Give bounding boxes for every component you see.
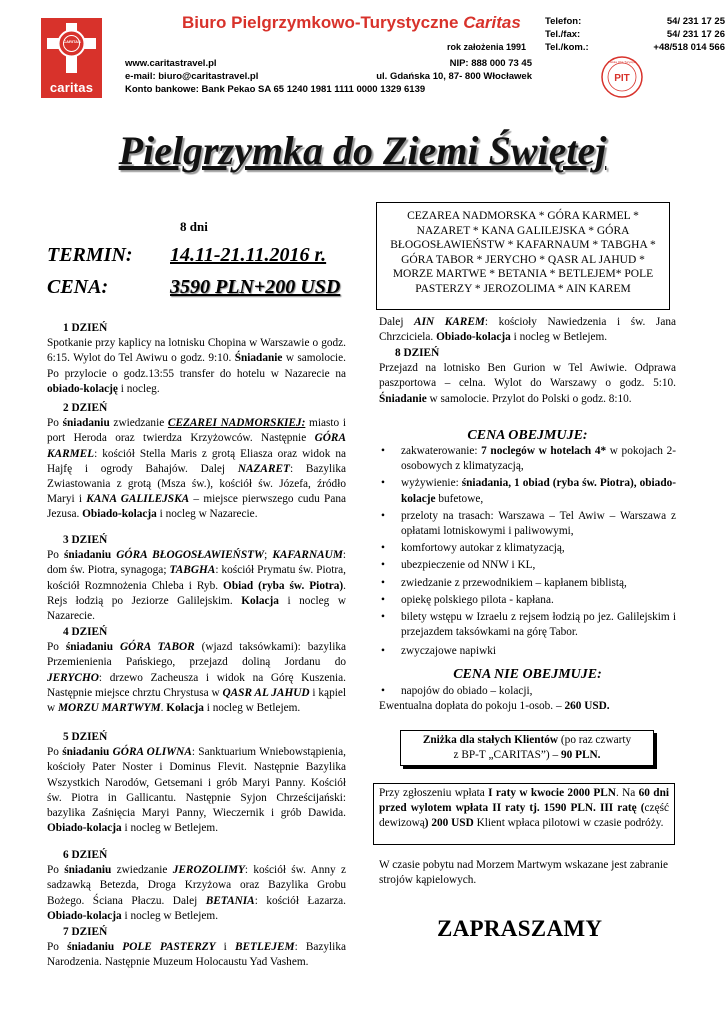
contact-value: 54/ 231 17 25 <box>666 16 725 27</box>
text: TABGHA <box>169 564 216 577</box>
text: zwiedzanie <box>109 417 168 430</box>
text: . Rejs łodzią po Jeziorze Galilejskim. <box>47 579 346 607</box>
list-item: • opiekę polskiego pilota - kapłana. <box>379 593 676 608</box>
text: i nocleg w Nazarecie. <box>47 594 346 623</box>
excludes-title: CENA NIE OBEJMUJE: <box>453 667 602 682</box>
text: Kolacja <box>166 702 204 715</box>
text: Przejazd na lotnisko Ben Gurion w Tel Awiwie. Odprawa paszportowa – celna. Wylot do Warszawy o godz. 5:10. <box>379 362 676 390</box>
caritas-cross-icon <box>41 18 102 80</box>
day-4 <box>47 625 346 716</box>
day-heading: 6 DZIEŃ <box>63 849 108 861</box>
text: : kościół Łazarza. <box>254 894 346 907</box>
list-item: • zwiedzanie z przewodnikiem – kapłanem biblistą, <box>379 576 676 591</box>
agency-title <box>182 13 521 33</box>
day-text <box>47 336 346 397</box>
email-link[interactable]: e-mail: biuro@caritastravel.pl <box>125 71 259 82</box>
text: KANA GALILEJSKA <box>86 493 190 506</box>
text: : kościół św. Anny z sadzawką Betezda, Droga Krzyżowa oraz Bazylika Grobu Bożego. Ściana Płaczu. Dalej <box>47 864 346 907</box>
text: AIN KAREM <box>414 316 485 328</box>
text: Obiado-kolacja <box>82 508 157 521</box>
text: Po <box>47 746 63 759</box>
text: Ewentualna dopłata do pokoju 1-osob. – <box>379 700 565 712</box>
text: śniadaniu <box>64 864 112 877</box>
day-7-continued <box>379 315 676 345</box>
text: i <box>215 941 235 954</box>
text: śniadaniu <box>62 417 110 430</box>
list-item: • komfortowy autokar z klimatyzacją, <box>379 541 676 556</box>
day-heading: 8 DZIEŃ <box>395 347 440 359</box>
text: Obiado-kolacja <box>47 909 122 922</box>
excludes-list <box>379 684 676 699</box>
day-text <box>47 940 346 970</box>
list-item: • napojów do obiado – kolacji, <box>379 684 676 699</box>
text: NAZARET <box>237 462 290 475</box>
text: Dalej <box>379 316 415 328</box>
day-2 <box>47 401 346 523</box>
text: : kościół Prymatu św. Piotra, kościół Rozmnożenia Chleba i Ryb. <box>47 564 346 592</box>
day-text <box>379 315 676 345</box>
text: JEROZOLIMY <box>172 864 245 877</box>
discount-box <box>400 730 654 766</box>
text: wyżywienie: <box>401 477 462 490</box>
text: ) 200 USD <box>424 817 474 829</box>
website-link[interactable]: www.caritastravel.pl <box>125 58 217 69</box>
text: GÓRA TABOR <box>119 641 195 654</box>
day-text <box>47 548 346 624</box>
text: śniadaniu <box>64 549 112 562</box>
includes-list <box>379 444 676 660</box>
header-right-info <box>376 57 532 83</box>
text: zwiedzanie <box>111 864 173 877</box>
text: BETLEJEM <box>234 941 295 954</box>
day-heading: 5 DZIEŃ <box>63 731 108 743</box>
founded-year: rok założenia 1991 <box>447 42 527 52</box>
pit-ring-text: Polska Izba Turystyki <box>607 60 637 64</box>
discount-line-2 <box>401 748 653 763</box>
list-item <box>379 444 676 474</box>
term-label: TERMIN: <box>47 244 133 266</box>
contact-row <box>545 15 725 28</box>
text: JERYCHO <box>47 671 99 684</box>
text: I raty w kwocie 2000 PLN <box>488 787 616 799</box>
text: zakwaterowanie: <box>401 445 482 457</box>
pit-logo-text: PIT <box>614 73 630 84</box>
list-item <box>379 476 676 506</box>
text: BETANIA <box>205 894 255 907</box>
day-heading: 1 DZIEŃ <box>63 322 108 334</box>
day-text <box>47 416 346 522</box>
agency-title-prefix: Biuro Pielgrzymkowo-Turystyczne <box>182 13 464 32</box>
text: śniadaniu <box>67 941 115 954</box>
text: GÓRA OLIWNA <box>112 746 192 759</box>
text: Obiado-kolacja <box>47 822 122 835</box>
text: Po <box>47 641 66 654</box>
text: w samolocie. Przylot do Polski o godz. 8:10. <box>426 392 632 405</box>
text: : kościoły Nawiedzenia i św. Jana Chrzciciela. <box>379 316 677 344</box>
pit-logo <box>600 55 644 99</box>
day-text <box>379 361 676 407</box>
text: 90 PLN. <box>560 749 601 761</box>
day-1 <box>47 321 346 397</box>
text: Obiado-kolacja <box>436 331 511 344</box>
text: Przy zgłoszeniu wpłata <box>379 787 489 799</box>
text: Po <box>47 941 68 954</box>
day-text <box>47 640 346 716</box>
contact-value: +48/518 014 566 <box>653 42 725 53</box>
day-heading: 4 DZIEŃ <box>63 626 108 638</box>
price-row <box>47 276 340 299</box>
single-room-surcharge <box>379 699 676 714</box>
text: : Sanktuarium Wniebowstąpienia, kościoły Pater Noster i Dominus Flevit. Następnie Bazylika Wszystkich Narodów, Getsemani i grób Maryi Panny. Kościół św. Piotra in Gallicantu. Następnie Syjon Chrześcijański: bazylika Zaśnięcia Maryi Panny, Wieczernik i grób Dawida. <box>47 746 347 820</box>
text: : Bazylika Zwiastowania z grotą (Msza św.), kościół św. Józefa, źródło Maryi i <box>47 462 347 506</box>
text: 260 USD. <box>564 700 610 712</box>
text: śniadaniu <box>62 746 110 759</box>
text: QASR AL JAHUD <box>222 686 310 699</box>
contact-block <box>545 15 725 54</box>
day-text <box>47 745 346 836</box>
discount-line-1 <box>401 733 653 748</box>
text: śniadania, 1 obiad (ryba św. Piotra), obiado-kolacje <box>401 477 677 505</box>
day-8 <box>379 346 676 407</box>
text: w pokojach 2- osobowych z klimatyzacją, <box>401 445 676 473</box>
nip-number: NIP: 888 000 73 45 <box>449 58 532 69</box>
payment-terms-box <box>373 783 675 845</box>
text: 7 noclegów w hotelach 4* <box>481 445 607 457</box>
route-summary-box: CEZAREA NADMORSKA * GÓRA KARMEL * NAZARET * KANA GALILEJSKA * GÓRA BŁOGOSŁAWIEŃSTW * KAFARNAUM * TABGHA * GÓRA TABOR * JERYCHO * QASR AL JAHUD * MORZE MARTWE * BETANIA * BETLEJEM* POLE PASTERZY * JEROZOLIMA * AIN KAREM <box>376 202 670 310</box>
text: MORZU MARTWYM <box>57 702 161 715</box>
text: Po <box>47 864 65 877</box>
duration: 8 dni <box>180 219 208 234</box>
day-3 <box>47 533 346 624</box>
day-7 <box>47 925 346 971</box>
text: i nocleg w Nazarecie. <box>156 508 258 521</box>
text: . Na <box>615 787 639 799</box>
text: Obiad (ryba św. Piotra) <box>223 579 344 592</box>
text: KAFARNAUM <box>272 549 343 562</box>
text <box>113 641 120 653</box>
price-value: 3590 PLN+200 USD <box>170 276 341 298</box>
text: Śniadanie <box>234 352 283 365</box>
day-text <box>47 863 346 924</box>
day-heading: 2 DZIEŃ <box>63 402 108 414</box>
text: POLE PASTERZY <box>122 941 216 954</box>
text: GÓRA KARMEL <box>47 432 346 460</box>
swimwear-note: W czasie pobytu nad Morzem Martwym wskazane jest zabranie strojów kąpielowych. <box>379 859 669 887</box>
text: 60 dni przed wylotem wpłata II raty tj. 1590 PLN. III ratę ( <box>379 787 670 814</box>
includes-title: CENA OBEJMUJE: <box>467 428 588 443</box>
text: (po raz czwarty <box>558 734 632 746</box>
text: : dom św. Piotra, synagoga; <box>47 549 347 577</box>
contact-row <box>545 41 725 54</box>
list-item: • bilety wstępu w Izraelu z rejsem łodzią po jez. Galilejskim i przejazdem taksówkami na górę Tabor. <box>379 610 676 640</box>
text: część dewizową <box>379 802 669 829</box>
contact-row <box>545 28 725 41</box>
text: Klient wpłaca pilotowi w czasie podróży. <box>473 817 664 829</box>
text: Śniadanie <box>379 392 427 405</box>
closing-invitation: ZAPRASZAMY <box>437 916 603 941</box>
text: : drzewo Zacheusza i widok na Górę Kuszenia. Następnie miejsce chrztu Chrystusa w <box>47 671 346 699</box>
text: Po <box>47 549 65 562</box>
logo-text: caritas <box>49 80 94 95</box>
contact-label: Tel./fax: <box>545 29 581 40</box>
text: Zniżka dla stałych Klientów <box>422 734 559 746</box>
bank-account: Konto bankowe: Bank Pekao SA 65 1240 1981 1111 0000 1329 6139 <box>125 84 426 95</box>
caritas-ring-text: CARITAS <box>63 39 81 44</box>
text: : Bazylika Narodzenia. Następnie Muzeum Holocaustu Yad Vashem. <box>47 941 346 969</box>
text: i kąpiel w <box>47 686 347 715</box>
text: GÓRA BŁOGOSŁAWIEŃSTW <box>116 549 265 562</box>
day-heading: 7 DZIEŃ <box>63 926 108 938</box>
list-item: • zwyczajowe napiwki <box>379 644 676 659</box>
day-heading: 3 DZIEŃ <box>63 534 108 546</box>
text: miasto i port Heroda oraz twierdza Krzyżowców. Następnie <box>47 417 346 445</box>
page-title: Pielgrzymka do Ziemi Świętej <box>118 128 607 173</box>
agency-title-brand: Caritas <box>463 13 521 32</box>
text: i nocleg w Betlejem. <box>121 909 219 922</box>
text: w samolocie. Po przylocie o godz.13:55 transfer do hotelu w Nazarecie na <box>47 352 347 380</box>
address: ul. Gdańska 10, 87- 800 Włocławek <box>376 71 532 82</box>
pit-emblem-icon <box>600 55 644 99</box>
text: i nocleg w Betlejem. <box>121 822 219 835</box>
text: Po <box>47 417 63 430</box>
text: : kościół Stella Maris z grotą Eliasza oraz widok na Hajfę i ogrody Bahajów. Dalej <box>47 447 346 475</box>
contact-label: Tel./kom.: <box>545 42 589 53</box>
term-value: 14.11-21.11.2016 r. <box>170 244 327 266</box>
text: śniadaniu <box>65 641 113 654</box>
text: i nocleg w Betlejem. <box>510 331 608 344</box>
day-6 <box>47 848 346 924</box>
text: . <box>160 702 167 715</box>
text: ; <box>264 549 273 562</box>
text: obiado-kolację <box>47 382 118 395</box>
text: Kolacja <box>241 594 279 607</box>
text: z BP-T „CARITAS”) – <box>453 749 561 761</box>
price-label: CENA: <box>47 276 109 298</box>
text: bufetowe, <box>435 492 484 505</box>
text: CEZAREI NADMORSKIEJ: <box>167 417 306 430</box>
text: (wjazd taksówkami): bazylika Przemienienia Pańskiego, przejazd doliną Jordanu do <box>47 641 346 669</box>
text: – miejsce pierwszego cudu Pana Jezusa. <box>47 493 347 521</box>
text: Spotkanie przy kaplicy na lotnisku Chopina w Warszawie o godz. 6:15. Wylot do Tel Awiwu o godz. 9:10. <box>47 337 346 365</box>
text: i nocleg. <box>117 382 160 395</box>
term-row <box>47 244 326 267</box>
list-item: • ubezpieczenie od NNW i KL, <box>379 558 676 573</box>
contact-value: 54/ 231 17 26 <box>666 29 725 40</box>
contact-label: Telefon: <box>545 16 582 27</box>
day-5 <box>47 730 346 836</box>
list-item: • przeloty na trasach: Warszawa – Tel Awiw – Warszawa z opłatami lotniskowymi i paliwowymi, <box>379 509 676 539</box>
caritas-logo <box>41 18 102 98</box>
text: i nocleg w Betlejem. <box>203 702 301 715</box>
